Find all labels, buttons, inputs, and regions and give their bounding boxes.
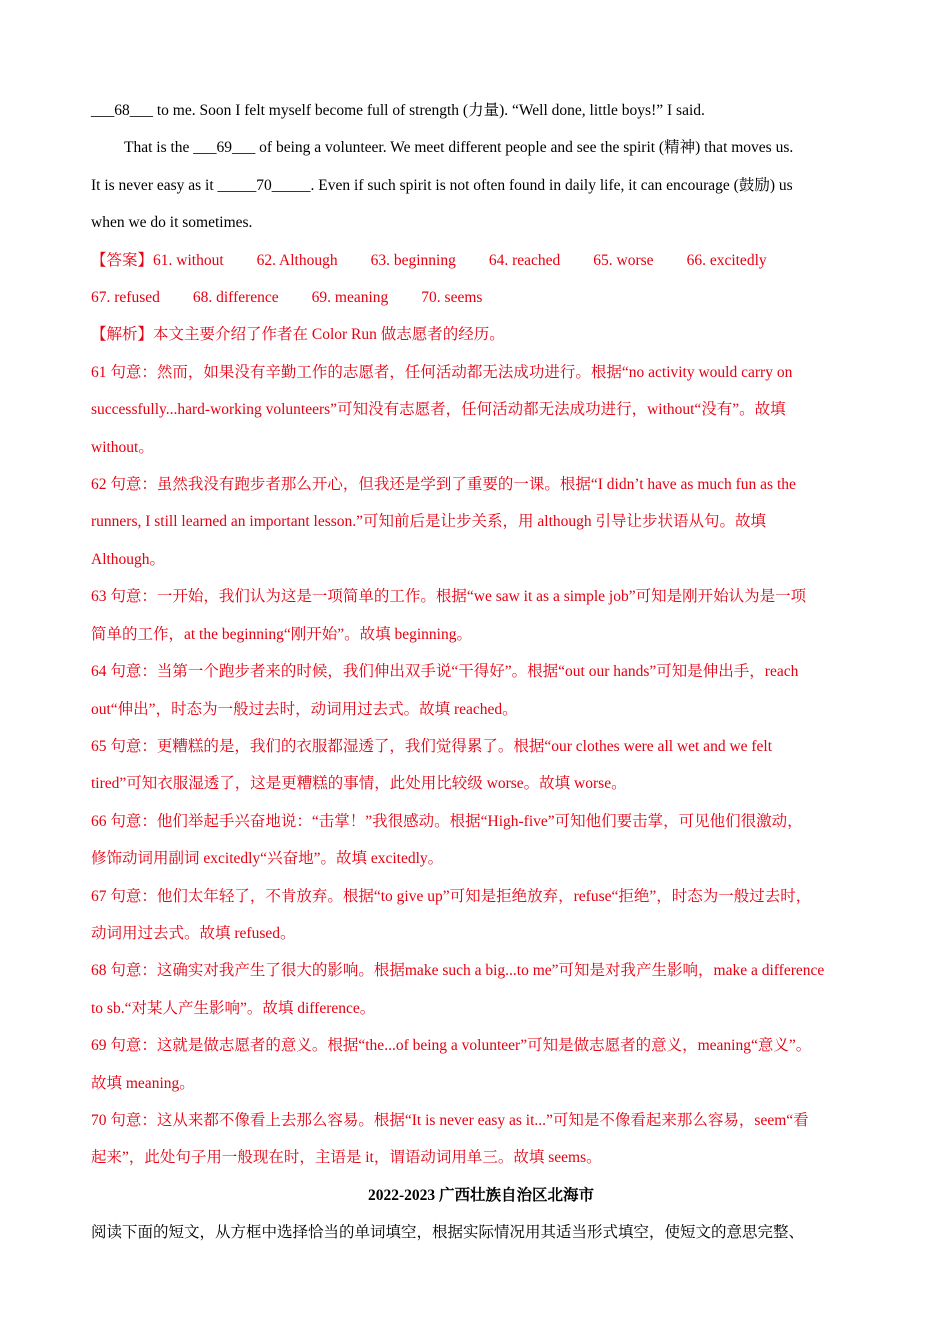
analysis-line: 70 句意：这从来都不像看上去那么容易。根据“It is never easy as it...”可知是不像看起来那么容易，seem“看 — [91, 1111, 809, 1129]
section-heading: 2022-2023 广西壮族自治区北海市 — [367, 1186, 595, 1204]
analysis-line: 62 句意：虽然我没有跑步者那么开心，但我还是学到了重要的一课。根据“I didn’t have as much fun as the — [91, 476, 796, 494]
analysis-line: 起来”，此处句子用一般现在时，主语是 it，谓语动词用单三。故填 seems。 — [91, 1149, 602, 1167]
analysis-intro: 【解析】本文主要介绍了作者在 Color Run 做志愿者的经历。 — [91, 326, 505, 344]
answer-item: 61. without — [153, 251, 224, 269]
answer-item: 66. excitedly — [686, 251, 767, 269]
answer-item: 63. beginning — [370, 251, 456, 269]
analysis-line: without。 — [91, 438, 154, 456]
answer-item: 70. seems — [421, 289, 483, 307]
analysis-line: 69 句意：这就是做志愿者的意义。根据“the...of being a volunteer”可知是做志愿者的意义，meaning“意义”。 — [91, 1037, 812, 1055]
passage-line: when we do it sometimes. — [91, 214, 253, 232]
analysis-line: Although。 — [91, 550, 166, 568]
passage-line: That is the ___69___ of being a volunteer. We meet different people and see the spirit (精神) that moves us. — [124, 139, 794, 157]
answer-item: 64. reached — [488, 251, 561, 269]
section-instruction: 阅读下面的短文，从方框中选择恰当的单词填空，根据实际情况用其适当形式填空，使短文的意思完整、 — [91, 1224, 805, 1242]
analysis-line: 65 句意：更糟糕的是，我们的衣服都湿透了，我们觉得累了。根据“our clothes were all wet and we felt — [91, 737, 773, 755]
answer-label: 【答案】 — [91, 251, 154, 269]
analysis-line: 简单的工作，at the beginning“刚开始”。故填 beginning。 — [91, 625, 472, 643]
analysis-line: out“伸出”，时态为一般过去时，动词用过去式。故填 reached。 — [91, 700, 518, 718]
answer-item: 62. Although — [256, 251, 338, 269]
passage-line: ___68___ to me. Soon I felt myself become full of strength (力量). “Well done, little boys!” I said. — [91, 102, 705, 119]
analysis-line: 动词用过去式。故填 refused。 — [91, 924, 296, 942]
analysis-body — [91, 354, 871, 1177]
analysis-line: 66 句意：他们举起手兴奋地说：“击掌！”我很感动。根据“High-five”可知他们要击掌，可见他们很激动， — [91, 812, 803, 830]
analysis-line: 修饰动词用副词 excitedly“兴奋地”。故填 excitedly。 — [91, 850, 444, 868]
analysis-line: tired”可知衣服湿透了，这是更糟糕的事情，此处用比较级 worse。故填 worse。 — [91, 775, 627, 793]
analysis-line: successfully...hard-working volunteers”可知没有志愿者，任何活动都无法成功进行，without“没有”。故填 — [91, 401, 786, 419]
passage-line: It is never easy as it _____70_____. Even if such spirit is not often found in daily life, it can encourage (鼓励) us — [91, 176, 793, 194]
answer-item: 69. meaning — [311, 289, 389, 307]
analysis-line: 故填 meaning。 — [91, 1074, 195, 1092]
analysis-line: 64 句意：当第一个跑步者来的时候，我们伸出双手说“干得好”。根据“out our hands”可知是伸出手，reach — [91, 663, 799, 681]
answer-row — [91, 242, 871, 279]
analysis-line: to sb.“对某人产生影响”。故填 difference。 — [91, 999, 376, 1017]
document-page — [91, 92, 871, 1252]
analysis-line: runners, I still learned an important lesson.”可知前后是让步关系，用 although 引导让步状语从句。故填 — [91, 513, 767, 531]
analysis-line: 63 句意：一开始，我们认为这是一项简单的工作。根据“we saw it as a simple job”可知是刚开始认为是一项 — [91, 588, 807, 606]
analysis-line: 68 句意：这确实对我产生了很大的影响。根据make such a big...to me”可知是对我产生影响，make a difference — [91, 962, 825, 980]
analysis-line: 61 句意：然而，如果没有辛勤工作的志愿者，任何活动都无法成功进行。根据“no activity would carry on — [91, 363, 793, 381]
answer-row — [91, 279, 871, 316]
answer-item: 65. worse — [593, 251, 654, 269]
answer-item: 68. difference — [192, 289, 279, 307]
analysis-line: 67 句意：他们太年轻了，不肯放弃。根据“to give up”可知是拒绝放弃，refuse“拒绝”，时态为一般过去时， — [91, 887, 812, 905]
answer-item: 67. refused — [91, 289, 160, 307]
